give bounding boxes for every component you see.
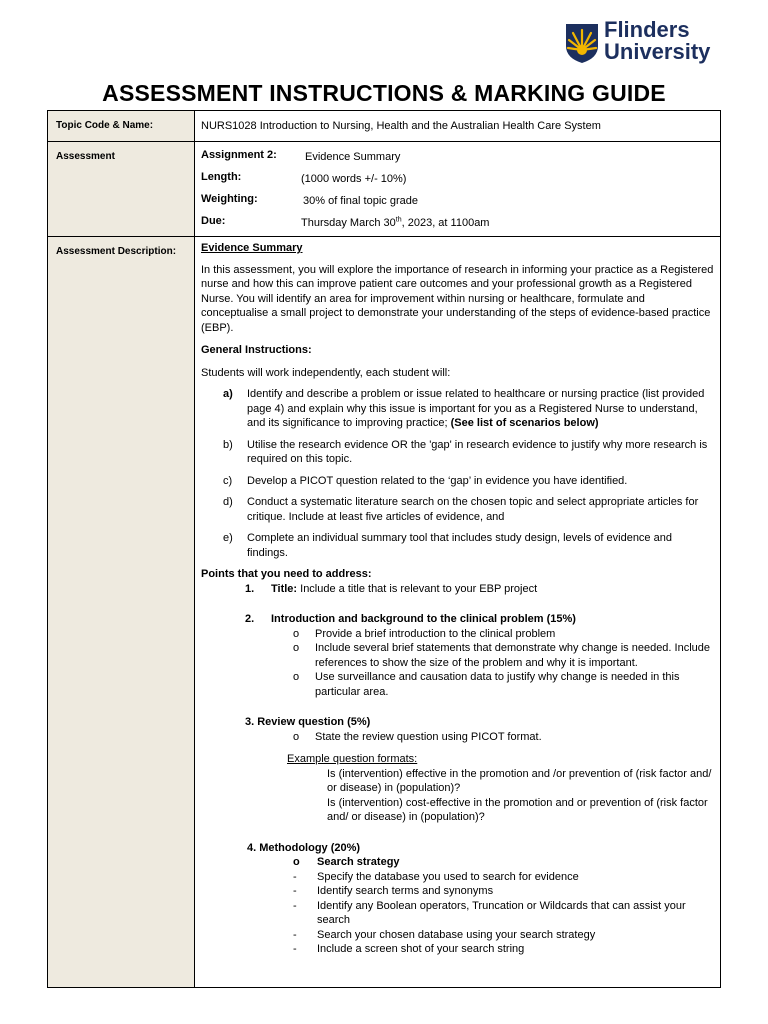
point-3-label: 3. Review question (5%) [245, 716, 371, 728]
assessment-label: Assessment [48, 142, 195, 237]
circle-bullet-icon: o [293, 642, 300, 654]
point-1 [245, 582, 714, 597]
weighting-value: 30% of final topic grade [303, 195, 418, 207]
dash-text: Include a screen shot of your search string [317, 943, 525, 955]
dash-bullet-icon: - [293, 885, 297, 897]
bullet-text: Include several brief statements that demonstrate why change is needed. Include references to show the size of the problem and why it is important. [315, 642, 711, 669]
due-line [201, 214, 714, 236]
topic-label: Topic Code & Name: [48, 111, 195, 142]
item-marker: a) [223, 388, 233, 400]
assignment-value: Evidence Summary [305, 151, 401, 163]
item-text: Conduct a systematic literature search on the chosen topic and select appropriate articles for critique. Include at least five articles of evidence, and [247, 496, 699, 523]
weighting-key: Weighting: [201, 193, 258, 205]
dash-bullet-icon: - [293, 870, 297, 883]
point-1-text: Include a title that is relevant to your EBP project [297, 582, 538, 595]
list-item [201, 531, 714, 560]
description-heading: Evidence Summary [201, 242, 303, 254]
dash-bullet-icon: - [293, 899, 297, 912]
dash-bullet-icon: - [293, 943, 297, 955]
logo-line-1: Flinders [604, 17, 690, 42]
item-text: Utilise the research evidence OR the 'gap' in research evidence to justify why more research is required on this topic. [247, 438, 708, 465]
bullet-item [293, 641, 714, 670]
weighting-line [201, 192, 714, 214]
description-label: Assessment Description: [48, 237, 195, 988]
sunburst-logo-icon [562, 20, 602, 64]
list-item [201, 438, 714, 467]
point-1-label: Title: [271, 582, 298, 595]
list-item [201, 474, 714, 489]
due-sup: th [395, 216, 402, 224]
item-marker: b) [223, 438, 233, 451]
dash-text: Identify search terms and synonyms [317, 885, 494, 897]
dash-item [293, 942, 714, 957]
item-text: Complete an individual summary tool that includes study design, levels of evidence and findings. [247, 532, 672, 559]
point-2-number: 2. [245, 613, 255, 625]
due-value-a: Thursday March 30 [301, 217, 396, 229]
assignment-key: Assignment 2: [201, 149, 277, 161]
description-row [48, 237, 721, 988]
item-text: Develop a PICOT question related to the ‘gap’ in evidence you have identified. [247, 474, 628, 487]
dash-text: Search your chosen database using your search strategy [317, 928, 596, 941]
topic-value: NURS1028 Introduction to Nursing, Health and the Australian Health Care System [195, 111, 721, 142]
bullet-item [293, 627, 714, 642]
point-1-number: 1. [245, 582, 255, 595]
dash-item [293, 870, 714, 885]
due-value-b: , 2023, at 1100am [401, 217, 490, 229]
circle-bullet-icon: o [293, 627, 300, 640]
dash-text: Identify any Boolean operators, Truncation or Wildcards that can assist your search [317, 899, 686, 926]
item-bold-tail: (See list of scenarios below) [450, 417, 599, 429]
item-marker: d) [223, 496, 233, 508]
example-2: Is (intervention) cost-effective in the promotion and or prevention of (risk factor and/ or disease) in (population)? [327, 796, 708, 823]
dash-bullet-icon: - [293, 928, 297, 941]
length-line [201, 170, 714, 192]
list-item [201, 495, 714, 524]
due-key: Due: [201, 215, 226, 227]
bullet-text: Use surveillance and causation data to justify why change is needed in this particular area. [315, 671, 680, 698]
length-key: Length: [201, 171, 242, 183]
flinders-logo [562, 18, 732, 70]
example-heading: Example question formats: [287, 753, 418, 765]
assessment-row [48, 142, 721, 237]
dash-text: Specify the database you used to search for evidence [317, 870, 579, 883]
search-strategy-line [293, 855, 714, 870]
search-strategy-label: Search strategy [317, 856, 400, 868]
example-1: Is (intervention) effective in the promotion and /or prevention of (risk factor and/ or disease) in (population)? [327, 767, 712, 794]
point-2-label: Introduction and background to the clinical problem (15%) [271, 613, 576, 625]
item-text: Identify and describe a problem or issue related to healthcare or nursing practice (list provided page 4) and explain why this issue is important for you as a Registered Nurse to understand, and its significance to improving practice; [247, 388, 705, 429]
bullet-item [293, 730, 714, 745]
bullet-text: Provide a brief introduction to the clinical problem [315, 627, 556, 640]
students-line: Students will work independently, each student will: [201, 366, 451, 379]
topic-row [48, 111, 721, 142]
list-item [201, 387, 714, 431]
points-heading: Points that you need to address: [201, 568, 372, 580]
dash-item [293, 928, 714, 943]
item-marker: e) [223, 532, 233, 544]
dash-item [293, 884, 714, 899]
item-marker: c) [223, 474, 233, 487]
point-2 [245, 612, 714, 627]
page-title: ASSESSMENT INSTRUCTIONS & MARKING GUIDE [102, 80, 666, 106]
assessment-table [47, 110, 721, 988]
bullet-text: State the review question using PICOT format. [315, 730, 542, 743]
length-value: (1000 words +/- 10%) [301, 173, 407, 185]
point-4-label: 4. Methodology (20%) [247, 841, 361, 854]
assignment-line [201, 148, 714, 170]
bold-bullet-icon: o [293, 856, 300, 868]
circle-bullet-icon: o [293, 730, 300, 743]
general-instructions-heading: General Instructions: [201, 344, 312, 356]
description-body [195, 237, 721, 988]
logo-line-2: University [604, 39, 711, 64]
dash-item [293, 899, 714, 928]
circle-bullet-icon: o [293, 671, 300, 683]
description-intro: In this assessment, you will explore the importance of research in informing your practice as a Registered nurse and how this can improve patient care outcomes and your professional growth as a Registered Nurse. You will identify an area for improvement within nursing or healthcare, formulate and conceptualise a small project to demonstrate your understanding of the steps of evidence-based practice (EBP). [201, 263, 714, 334]
bullet-item [293, 670, 714, 699]
